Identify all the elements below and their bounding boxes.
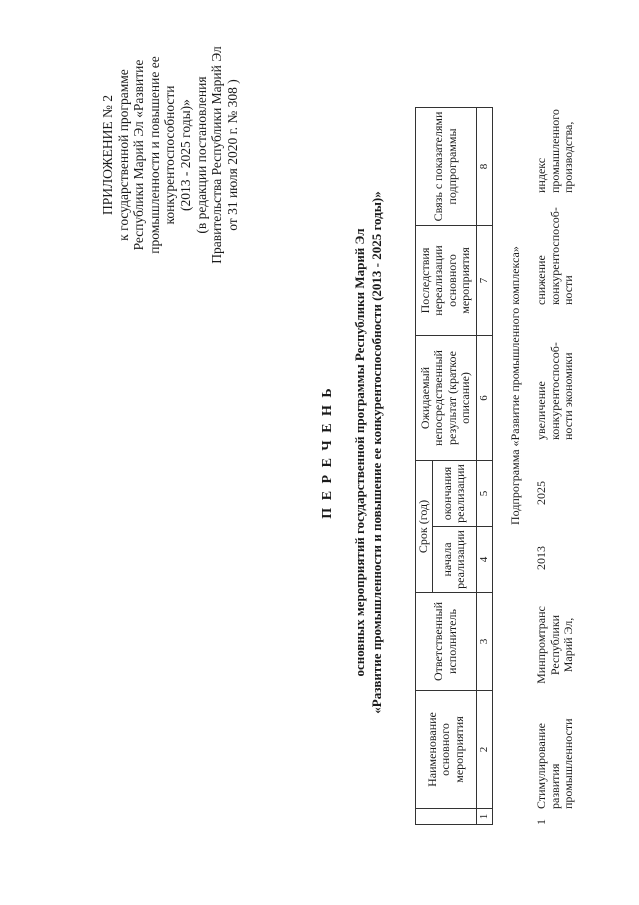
column-number: 1 xyxy=(476,809,493,825)
appendix-line: (2013 - 2025 годы)» xyxy=(177,99,193,211)
column-number: 4 xyxy=(476,527,493,593)
appendix-line: к государственной программе xyxy=(115,69,131,241)
row-link: индекс промышленного производства, xyxy=(534,109,575,193)
row-num: 1 xyxy=(534,819,548,825)
column-number: 2 xyxy=(476,691,493,809)
header-result: Ожидаемый непосредственный результат (краткое описание) xyxy=(416,336,477,461)
column-number: 3 xyxy=(476,593,493,691)
row-start: 2013 xyxy=(534,546,548,570)
column-number: 8 xyxy=(476,108,493,226)
header-executor: Ответственный исполнитель xyxy=(416,593,477,691)
row-result: увеличение конкурентоспособ-ности экономики xyxy=(534,342,575,440)
appendix-line: Правительства Республики Марий Эл xyxy=(209,46,225,264)
measures-table xyxy=(415,107,493,825)
column-number: 6 xyxy=(476,336,493,461)
document-subtitle-line2: «Развитие промышленности и повышение ее конкурентоспособности (2013 - 2025 годы)» xyxy=(369,191,384,714)
document-subtitle-line1: основных мероприятий государственной программы Республики Марий Эл xyxy=(352,228,367,677)
row-executor: Минпромтранс Республики Марий Эл, xyxy=(534,606,575,684)
column-number: 5 xyxy=(476,461,493,527)
row-consequence: снижение конкурентоспособ-ности xyxy=(534,207,575,305)
column-number: 7 xyxy=(476,226,493,336)
header-consequence: Последствия нереализации основного мероприятия xyxy=(416,226,477,336)
subprogram-caption: Подпрограмма «Развитие промышленного комплекса» xyxy=(508,246,522,525)
appendix-line: ПРИЛОЖЕНИЕ № 2 xyxy=(100,94,115,216)
header-start: начала реализации xyxy=(432,527,476,593)
header-num xyxy=(416,809,477,825)
appendix-line: промышленности и повышение ее xyxy=(146,56,162,254)
appendix-line: от 31 июля 2020 г. № 308 ) xyxy=(224,79,240,231)
header-end: окончания реализации xyxy=(432,461,476,527)
header-link: Связь с показателями подпрограммы xyxy=(416,108,477,226)
appendix-block xyxy=(100,45,240,265)
row-name: Стимулирование развития промышленности xyxy=(534,718,575,809)
header-name: Наименование основного мероприятия xyxy=(416,691,477,809)
row-end: 2025 xyxy=(534,481,548,505)
appendix-line: (в редакции постановления xyxy=(193,76,209,234)
appendix-line: Республики Марий Эл «Развитие xyxy=(131,59,147,251)
header-term: Срок (год) xyxy=(416,461,433,593)
appendix-line: конкурентоспособности xyxy=(162,85,178,225)
document-title: П Е Р Е Ч Е Н Ь xyxy=(320,386,335,519)
